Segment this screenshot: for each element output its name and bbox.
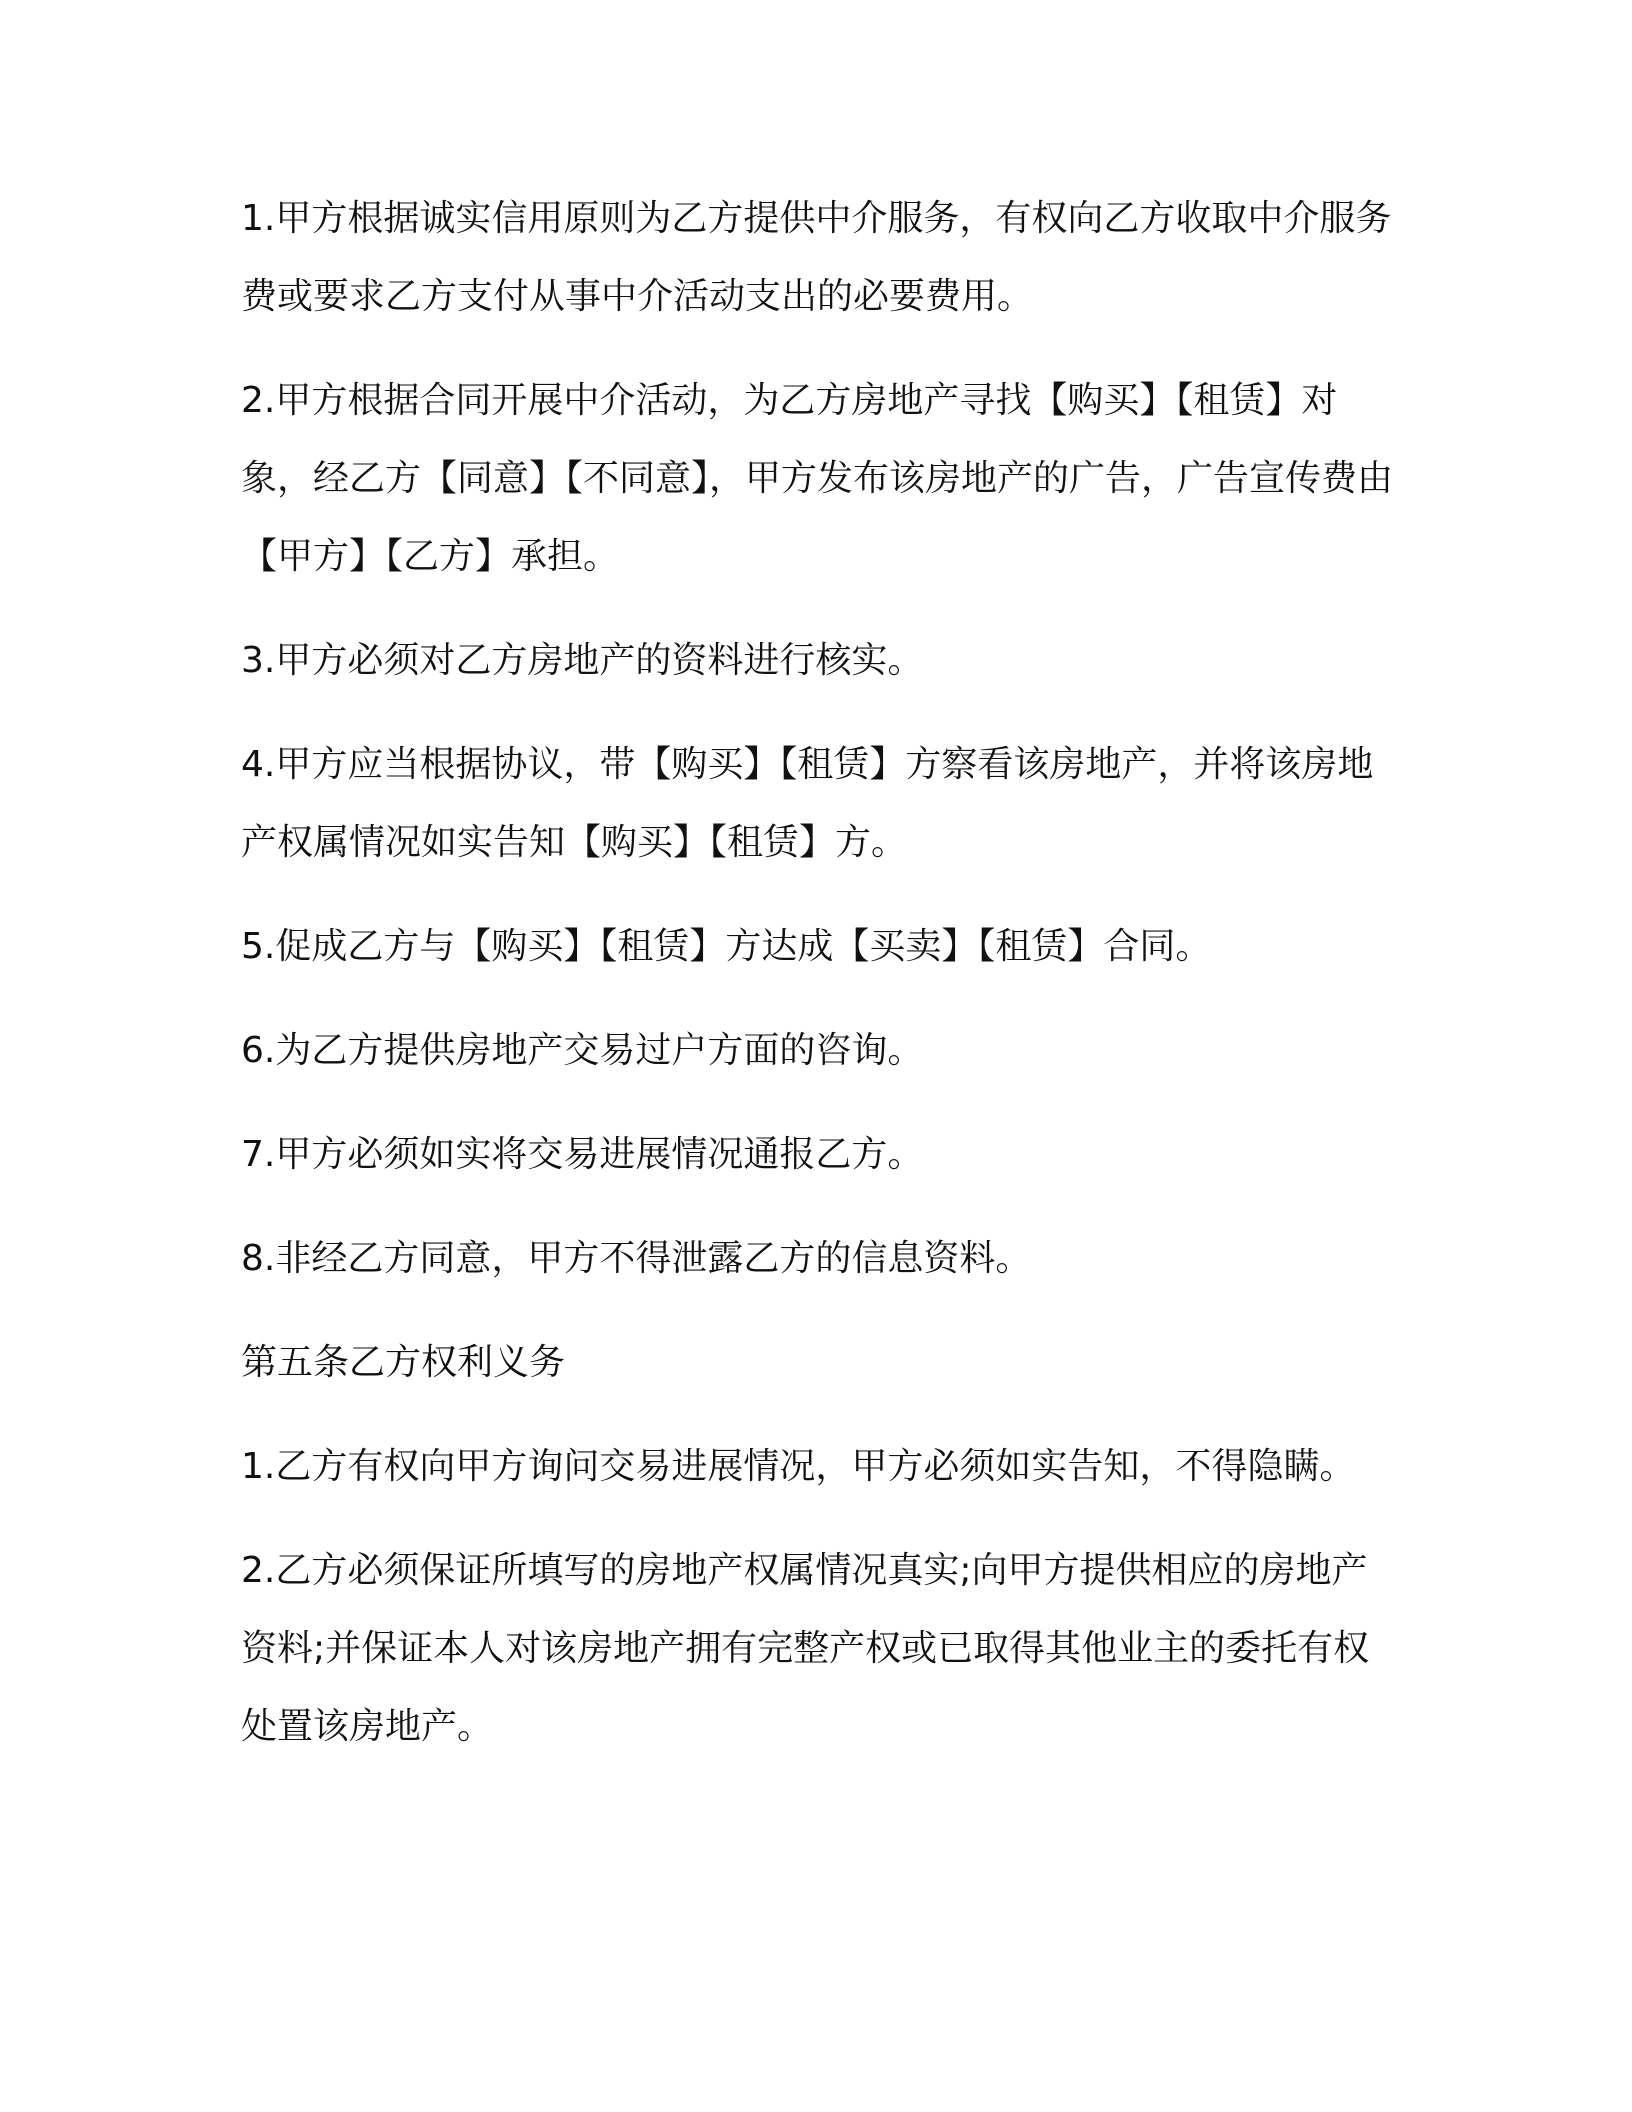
clause-paragraph: 2.乙方必须保证所填写的房地产权属情况真实;向甲方提供相应的房地产资料;并保证本人对该房地产拥有完整产权或已取得其他业主的委托有权处置该房地产。 xyxy=(241,1550,1370,1747)
clause-paragraph: 3.甲方必须对乙方房地产的资料进行核实。 xyxy=(241,640,924,681)
clause-paragraph: 5.促成乙方与【购买】【租赁】方达成【买卖】【租赁】合同。 xyxy=(241,926,1212,967)
document-body xyxy=(241,180,1401,1792)
clause-paragraph: 7.甲方必须如实将交易进展情况通报乙方。 xyxy=(241,1134,924,1175)
clause-paragraph: 1.乙方有权向甲方询问交易进展情况，甲方必须如实告知，不得隐瞒。 xyxy=(241,1446,1356,1487)
clause-paragraph: 8.非经乙方同意，甲方不得泄露乙方的信息资料。 xyxy=(241,1238,1032,1279)
clause-paragraph: 6.为乙方提供房地产交易过户方面的咨询。 xyxy=(241,1030,924,1071)
clause-paragraph: 4.甲方应当根据协议，带【购买】【租赁】方察看该房地产，并将该房地产权属情况如实告知【购买】【租赁】方。 xyxy=(241,744,1374,863)
section-heading: 第五条乙方权利义务 xyxy=(241,1342,566,1383)
clause-paragraph: 2.甲方根据合同开展中介活动，为乙方房地产寻找【购买】【租赁】对象，经乙方【同意】【不同意】，甲方发布该房地产的广告，广告宣传费由【甲方】【乙方】承担。 xyxy=(241,380,1394,577)
clause-paragraph: 1.甲方根据诚实信用原则为乙方提供中介服务，有权向乙方收取中介服务费或要求乙方支付从事中介活动支出的必要费用。 xyxy=(241,198,1392,317)
